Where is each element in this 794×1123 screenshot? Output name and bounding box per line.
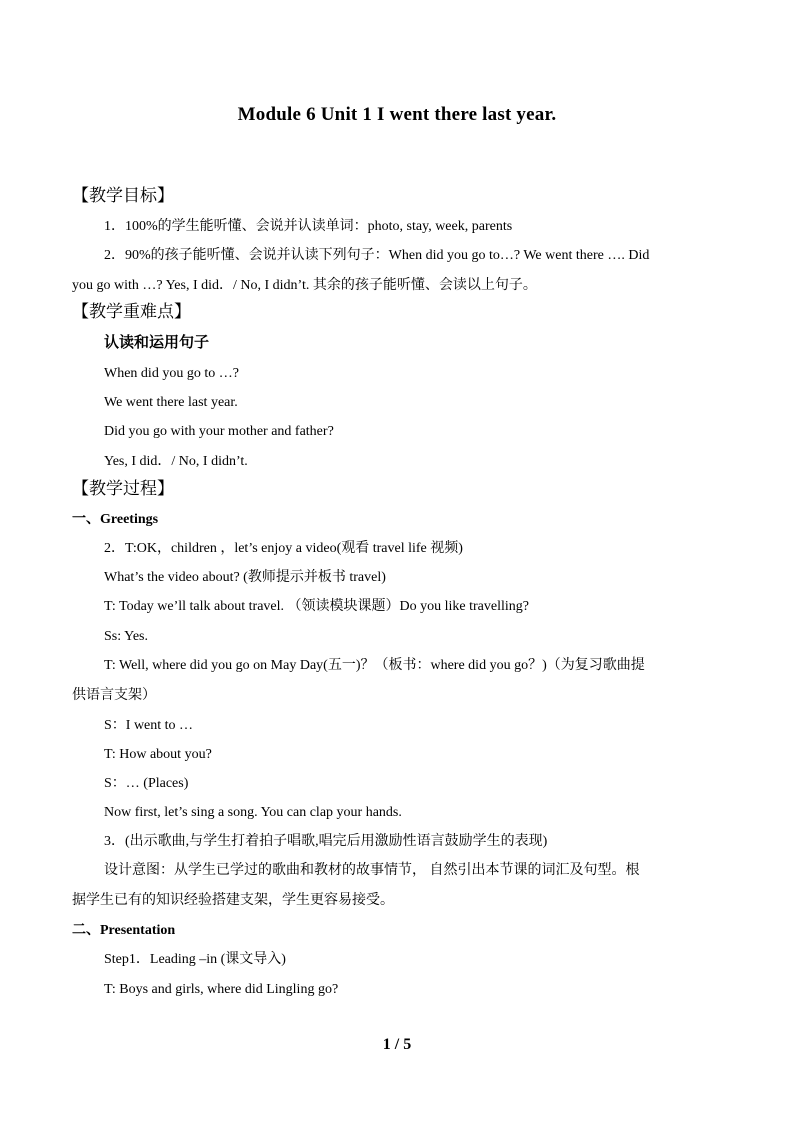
- key-points-subheading: 认读和运用句子: [104, 335, 210, 351]
- objective-item: 2．90%的孩子能听懂、会说并认读下列句子：When did you go to…? We went there …. Did: [104, 248, 650, 263]
- document-title: Module 6 Unit 1 I went there last year.: [237, 104, 557, 125]
- design-intent: 设计意图：从学生已学过的歌曲和教材的故事情节， 自然引出本节课的词汇及句型。根: [104, 863, 640, 878]
- process-line: Now first, let’s sing a song. You can clap your hands.: [104, 805, 402, 820]
- key-sentence: Did you go with your mother and father?: [104, 424, 334, 439]
- process-line: T: Boys and girls, where did Lingling go?: [104, 982, 339, 997]
- key-sentence: Yes, I did．/ No, I didn’t.: [104, 454, 248, 469]
- section-heading-key-points: 【教学重难点】: [72, 302, 191, 321]
- process-part-heading: 一、Greetings: [72, 512, 159, 527]
- process-line: 2．T:OK，children ，let’s enjoy a video(观看 travel life 视频): [104, 541, 463, 556]
- section-heading-objectives: 【教学目标】: [72, 186, 174, 205]
- objective-item: 1．100%的学生能听懂、会说并认读单词：photo, stay, week, parents: [104, 219, 513, 234]
- key-sentence: When did you go to …?: [104, 366, 239, 381]
- process-line: Step1．Leading –in (课文导入): [104, 952, 286, 967]
- process-line: T: How about you?: [104, 747, 212, 762]
- process-line: 3．(出示歌曲,与学生打着拍子唱歌,唱完后用激励性语言鼓励学生的表现): [104, 834, 548, 849]
- process-line: T: Today we’ll talk about travel. （领读模块课题）Do you like travelling?: [104, 599, 529, 614]
- page-indicator: 1 / 5: [382, 1036, 412, 1053]
- process-line: T: Well, where did you go on May Day(五一)？（板书：where did you go？)（为复习歌曲提: [104, 658, 645, 673]
- objective-item-continued: you go with …? Yes, I did．/ No, I didn’t. 其余的孩子能听懂、会读以上句子。: [72, 278, 537, 293]
- key-sentence: We went there last year.: [104, 395, 238, 410]
- process-part-heading: 二、Presentation: [72, 923, 176, 938]
- process-line: S：… (Places): [104, 776, 189, 791]
- process-line-continued: 供语言支架）: [72, 688, 156, 703]
- section-heading-process: 【教学过程】: [72, 479, 174, 498]
- process-line: S：I went to …: [104, 718, 194, 733]
- process-line: Ss: Yes.: [104, 629, 148, 644]
- design-intent-continued: 据学生已有的知识经验搭建支架，学生更容易接受。: [72, 893, 394, 908]
- process-line: What’s the video about? (教师提示并板书 travel): [104, 570, 386, 585]
